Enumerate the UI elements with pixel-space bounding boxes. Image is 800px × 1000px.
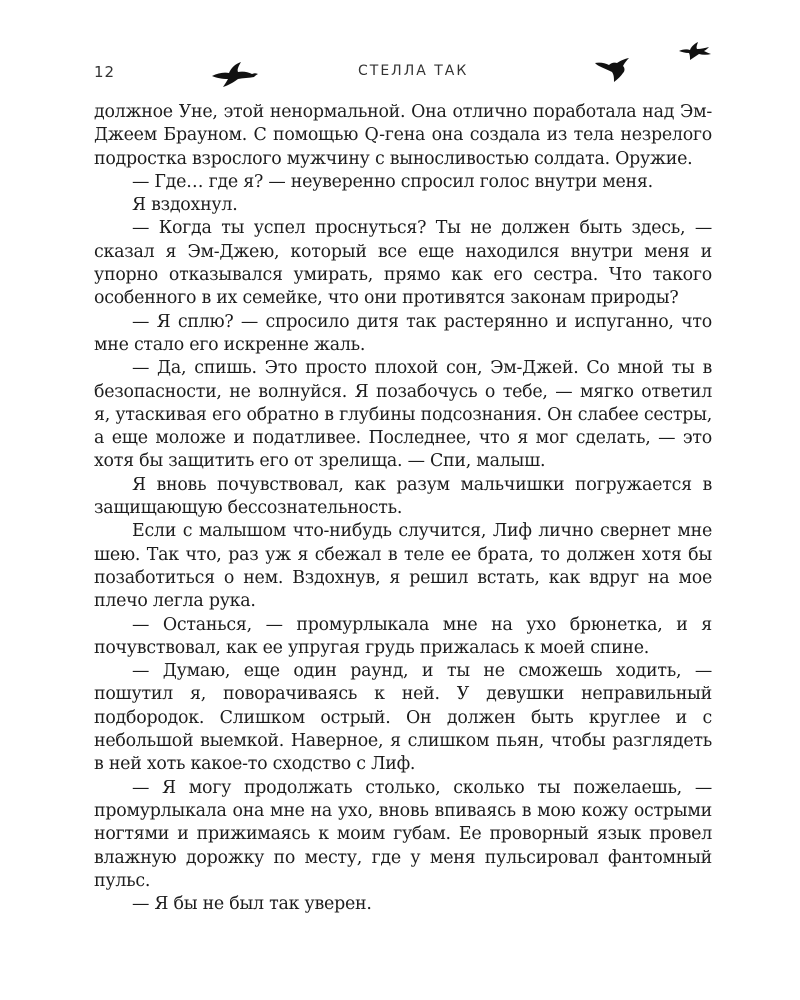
paragraph: — Где… где я? — неуверенно спросил голос внутри меня.: [132, 171, 653, 192]
body-text: [94, 101, 712, 916]
raven-icon: [678, 41, 712, 61]
paragraph: — Да, спишь. Это просто плохой сон, Эм-Джей. Со мной ты в безопасности, не волнуйся. Я позабочусь о тебе, — мягко ответил я, утаскивая его обратно в глубины подсознания. Он слабее сестры, а еще моложе и податливее. Последнее, что я мог сделать, — это хотя бы защитить его от зрелища. — Спи, малыш.: [94, 358, 712, 472]
paragraph: — Когда ты успел проснуться? Ты не должен быть здесь, — сказал я Эм-Джею, который все еще находился внутри меня и упорно отказывался умирать, прямо как его сестра. Что такого особенного в их семейке, что они противятся законам природы?: [94, 218, 712, 309]
paragraph: Я вновь почувствовал, как разум мальчишки погружается в защищающую бессознательность.: [94, 474, 712, 519]
paragraph: Если с малышом что-нибудь случится, Лиф лично свернет мне шею. Так что, раз уж я сбежал в теле ее брата, то должен хотя бы позаботиться о нем. Вздохнув, я решил встать, как вдруг на мое плечо легла рука.: [94, 521, 712, 612]
paragraph: — Думаю, еще один раунд, и ты не сможешь ходить, — пошутил я, поворачиваясь к ней. У девушки неправильный подбородок. Слишком острый. Он должен быть круглее и с небольшой выемкой. Наверное, я слишком пьян, чтобы разглядеть в ней хоть какое-то сходство с Лиф.: [94, 661, 712, 775]
paragraph: — Я сплю? — спросило дитя так растерянно и испуганно, что мне стало его искренне жаль.: [94, 311, 712, 355]
paragraph: — Останься, — промурлыкала мне на ухо брюнетка, и я почувствовал, как ее упругая грудь прижалась к моей спине.: [94, 614, 712, 658]
paragraph: должное Уне, этой ненормальной. Она отлично поработала над Эм-Джеем Брауном. С помощью Q-гена она создала из тела незрелого подростка взрослого мужчину с выносливостью солдата. Оружие.: [94, 102, 712, 169]
paragraph: Я вздохнул.: [132, 195, 238, 216]
raven-icon: [210, 60, 260, 90]
running-title: СТЕЛЛА ТАК: [358, 63, 469, 79]
raven-icon: [594, 57, 634, 83]
paragraph: — Я могу продолжать столько, сколько ты пожелаешь, — промурлыкала она мне на ухо, вновь впиваясь в мою кожу острыми ногтями и прижимаясь к моим губам. Ее проворный язык провел влажную дорожку по месту, где у меня пульсировал фантомный пульс.: [94, 777, 712, 891]
page-number: 12: [94, 63, 116, 81]
paragraph: — Я бы не был так уверен.: [132, 894, 372, 915]
page-header: [0, 0, 800, 100]
